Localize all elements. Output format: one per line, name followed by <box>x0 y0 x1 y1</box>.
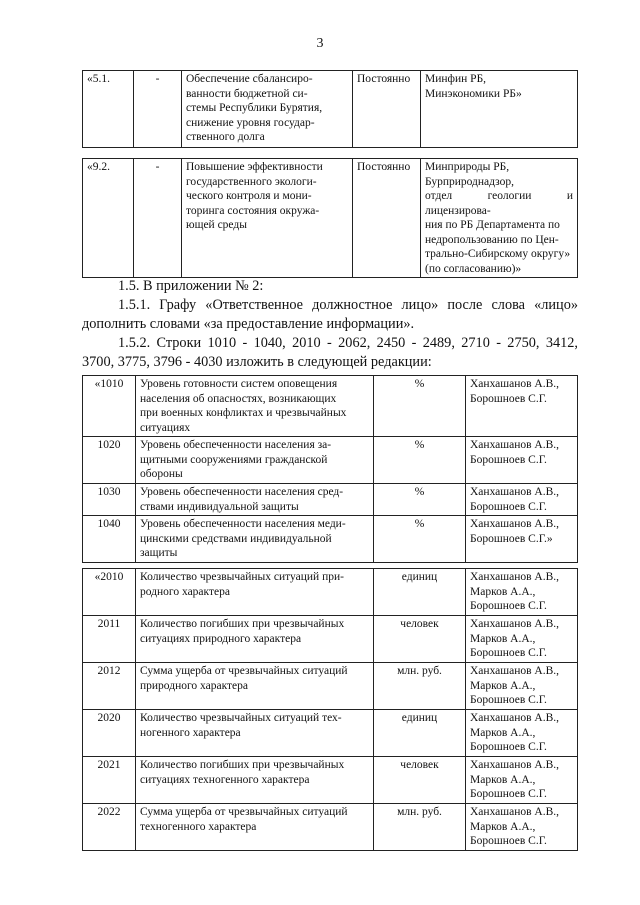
row-dash: - <box>134 159 182 278</box>
row-code: 1040 <box>83 516 136 563</box>
table-row <box>83 804 578 851</box>
table-row <box>83 71 578 148</box>
table-row <box>83 437 578 484</box>
table-row <box>83 569 578 616</box>
table-row <box>83 376 578 437</box>
row-unit: единиц <box>374 710 466 757</box>
row-code: 2021 <box>83 757 136 804</box>
indicators-table-2010 <box>82 568 578 851</box>
row-unit: человек <box>374 757 466 804</box>
row-indicator: Количество чрезвычайных ситуаций при- родного характера <box>136 569 374 616</box>
row-unit: млн. руб. <box>374 663 466 710</box>
row-code: 2022 <box>83 804 136 851</box>
row-code: 1020 <box>83 437 136 484</box>
table-row <box>83 484 578 516</box>
row-code: «2010 <box>83 569 136 616</box>
paragraph-line: 1.5.2. Строки 1010 - 1040, 2010 - 2062, 2450 - 2489, 2710 - 2750, 3412, <box>118 335 578 351</box>
paragraph-line: 1.5.1. Графу «Ответственное должностное лицо» после слова «лицо» <box>118 297 578 313</box>
row-responsible: Ханхашанов А.В., Борошноев С.Г. <box>466 484 578 516</box>
row-number: «5.1. <box>83 71 134 148</box>
row-responsible: Ханхашанов А.В., Борошноев С.Г. <box>466 437 578 484</box>
row-indicator: Уровень готовности систем оповещения населения об опасностях, возникающих при военных конфликтах и чрезвычайных ситуациях <box>136 376 374 437</box>
row-unit: % <box>374 484 466 516</box>
paragraph-1-5: 1.5. В приложении № 2: <box>118 278 264 294</box>
row-responsible: Ханхашанов А.В., Марков А.А., Борошноев С.Г. <box>466 663 578 710</box>
paragraph-line: 3700, 3775, 3796 - 4030 изложить в следующей редакции: <box>82 354 432 370</box>
table-row <box>83 710 578 757</box>
paragraph-1-5-2 <box>82 334 578 372</box>
row-unit: единиц <box>374 569 466 616</box>
row-indicator: Сумма ущерба от чрезвычайных ситуаций природного характера <box>136 663 374 710</box>
row-unit: % <box>374 516 466 563</box>
paragraph-1-5-1 <box>82 296 578 334</box>
row-responsible: Ханхашанов А.В., Марков А.А., Борошноев С.Г. <box>466 804 578 851</box>
row-unit: % <box>374 376 466 437</box>
row-code: 2011 <box>83 616 136 663</box>
table-row <box>83 616 578 663</box>
row-responsible: Ханхашанов А.В., Борошноев С.Г. <box>466 376 578 437</box>
row-measure: Повышение эффективности государственного экологи- ческого контроля и мони- торинга состояния окружа- ющей среды <box>182 159 353 278</box>
row-responsible: Ханхашанов А.В., Борошноев С.Г.» <box>466 516 578 563</box>
row-measure: Обеспечение сбалансиро- ванности бюджетной си- стемы Республики Бурятия, снижение уровня государ- ственного долга <box>182 71 353 148</box>
table-row <box>83 757 578 804</box>
measures-table-9-2 <box>82 158 578 278</box>
measures-table-5-1 <box>82 70 578 148</box>
row-responsible: Ханхашанов А.В., Марков А.А., Борошноев С.Г. <box>466 569 578 616</box>
row-unit: % <box>374 437 466 484</box>
row-code: 2012 <box>83 663 136 710</box>
row-code: «1010 <box>83 376 136 437</box>
indicators-table-1010 <box>82 375 578 563</box>
row-indicator: Сумма ущерба от чрезвычайных ситуаций техногенного характера <box>136 804 374 851</box>
row-unit: человек <box>374 616 466 663</box>
paragraph-line: дополнить словами «за предоставление информации». <box>82 316 415 332</box>
row-indicator: Количество чрезвычайных ситуаций тех- ногенного характера <box>136 710 374 757</box>
row-code: 1030 <box>83 484 136 516</box>
row-responsible: Минприроды РБ, Бурприроднадзор, отдел геологии и лицензирова- ния по РБ Департамента по недропользованию по Цен- трально-Сибирскому округу» (по согласованию)» <box>421 159 578 278</box>
row-dash: - <box>134 71 182 148</box>
row-responsible: Минфин РБ, Минэкономики РБ» <box>421 71 578 148</box>
table-row <box>83 663 578 710</box>
row-number: «9.2. <box>83 159 134 278</box>
table-row <box>83 159 578 278</box>
row-responsible: Ханхашанов А.В., Марков А.А., Борошноев С.Г. <box>466 757 578 804</box>
row-indicator: Уровень обеспеченности населения сред- ствами индивидуальной защиты <box>136 484 374 516</box>
page-number: 3 <box>316 36 324 51</box>
row-indicator: Уровень обеспеченности населения меди- цинскими средствами индивидуальной защиты <box>136 516 374 563</box>
row-code: 2020 <box>83 710 136 757</box>
row-indicator: Уровень обеспеченности населения за- щитными сооружениями гражданской обороны <box>136 437 374 484</box>
row-period: Постоянно <box>353 71 421 148</box>
row-responsible: Ханхашанов А.В., Марков А.А., Борошноев С.Г. <box>466 616 578 663</box>
table-row <box>83 516 578 563</box>
row-unit: млн. руб. <box>374 804 466 851</box>
row-indicator: Количество погибших при чрезвычайных ситуациях техногенного характера <box>136 757 374 804</box>
row-responsible: Ханхашанов А.В., Марков А.А., Борошноев С.Г. <box>466 710 578 757</box>
row-period: Постоянно <box>353 159 421 278</box>
row-indicator: Количество погибших при чрезвычайных ситуациях природного характера <box>136 616 374 663</box>
